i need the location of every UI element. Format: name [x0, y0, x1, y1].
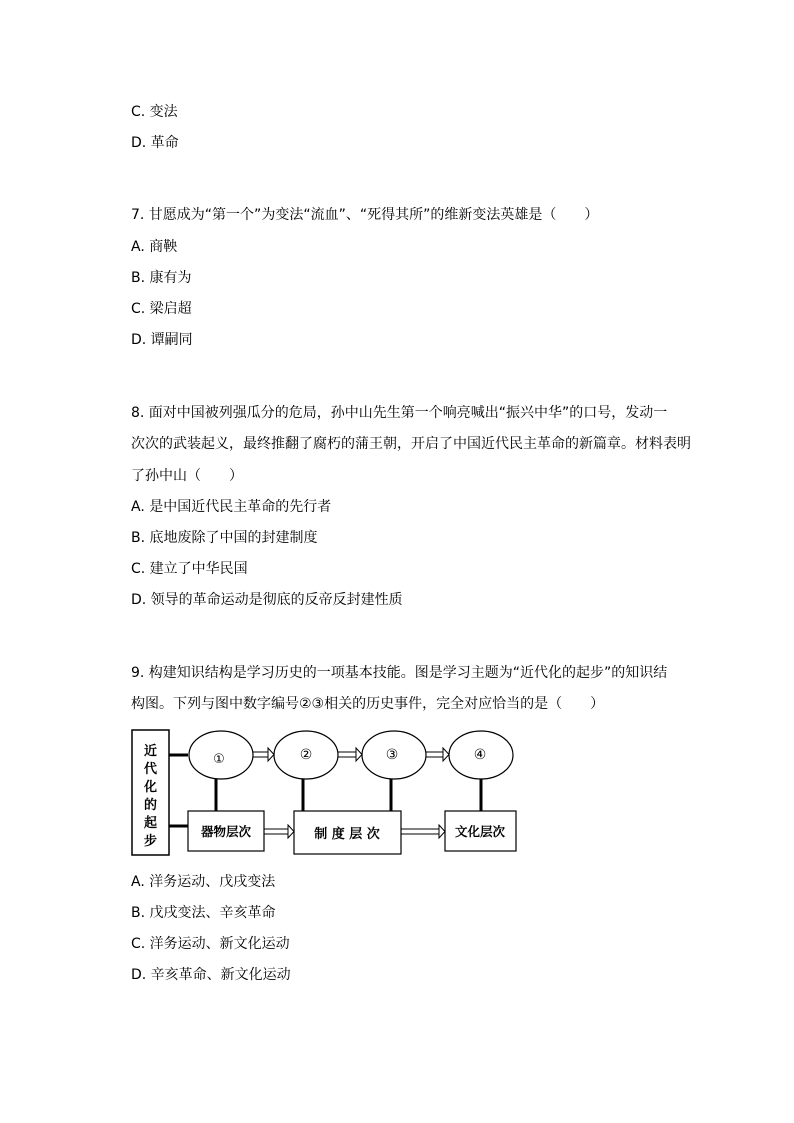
arrow-oval-2-3	[338, 748, 362, 761]
q8-option-a: A. 是中国近代民主革命的先行者	[131, 499, 332, 515]
side-label-char-4: 的	[143, 798, 158, 813]
q6-option-d: D. 革命	[131, 135, 179, 151]
q9-stem-line-2: 构图。下列与图中数字编号②③相关的历史事件，完全对应恰当的是（ ）	[131, 696, 605, 712]
q7-option-d: D. 谭嗣同	[131, 332, 193, 348]
oval-3-label: ③	[385, 747, 399, 763]
knowledge-structure-diagram	[131, 728, 531, 858]
oval-4-label: ④	[473, 747, 487, 763]
q8-option-c: C. 建立了中华民国	[131, 561, 248, 577]
q9-option-a: A. 洋务运动、戊戌变法	[131, 874, 276, 890]
q8-stem-line-2: 次次的武装起义，最终推翻了腐朽的蒲王朝，开启了中国近代民主革命的新篇章。材料表明	[131, 436, 691, 452]
oval-1-label: ①	[213, 752, 225, 767]
q6-option-c: C. 变法	[131, 104, 178, 120]
box-institution-label: 制 度 层 次	[314, 827, 380, 842]
box-culture-label: 文化层次	[454, 824, 506, 839]
q7-option-c: C. 梁启超	[131, 301, 192, 317]
q8-stem-line-3: 了孙中山（ ）	[131, 468, 243, 484]
q8-option-d: D. 领导的革命运动是彻底的反帝反封建性质	[131, 592, 403, 608]
oval-2-label: ②	[299, 747, 313, 763]
q7-option-a: A. 商鞅	[131, 239, 178, 255]
q9-option-b: B. 戊戌变法、辛亥革命	[131, 905, 276, 921]
arrow-box-1-2	[264, 825, 294, 838]
side-label-char-1: 近	[143, 744, 158, 759]
q7-stem: 7. 甘愿成为“第一个”为变法“流血”、“死得其所”的维新变法英雄是（ ）	[131, 207, 599, 223]
q7-option-b: B. 康有为	[131, 270, 192, 286]
arrow-oval-3-4	[426, 748, 449, 761]
q9-option-d: D. 辛亥革命、新文化运动	[131, 967, 291, 983]
q9-option-c: C. 洋务运动、新文化运动	[131, 936, 290, 952]
arrow-oval-1-2	[253, 748, 274, 761]
q8-stem-line-1: 8. 面对中国被列强瓜分的危局，孙中山先生第一个响亮喊出“振兴中华”的口号，发动一	[131, 405, 668, 421]
arrow-box-2-3	[401, 825, 445, 838]
q8-option-b: B. 底地废除了中国的封建制度	[131, 530, 318, 546]
side-label-char-6: 步	[143, 834, 158, 849]
box-material-label: 器物层次	[200, 824, 252, 839]
side-label-char-2: 代	[143, 762, 158, 777]
q9-stem-line-1: 9. 构建知识结构是学习历史的一项基本技能。图是学习主题为“近代化的起步”的知识结	[131, 665, 668, 681]
side-label-char-3: 化	[143, 780, 158, 795]
side-label-char-5: 起	[143, 816, 158, 831]
